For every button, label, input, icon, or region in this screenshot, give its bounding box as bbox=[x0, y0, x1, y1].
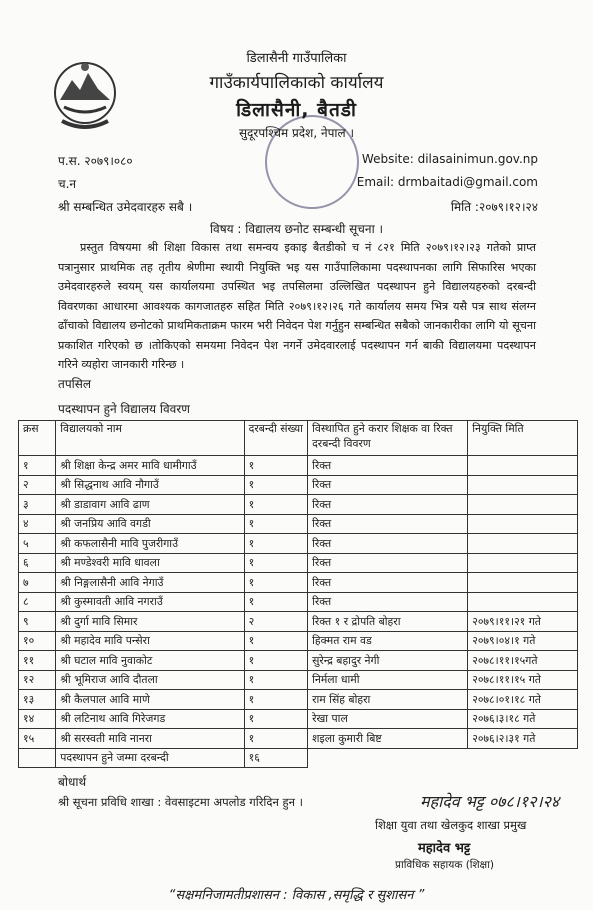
row-serial: ३ bbox=[19, 495, 56, 515]
row-serial: ९ bbox=[19, 612, 56, 632]
table-title: पदस्थापन हुने विद्यालय विवरण bbox=[58, 402, 190, 416]
table-row bbox=[19, 534, 578, 554]
row-vacancy-detail: निर्मला धामी bbox=[308, 670, 468, 690]
total-empty bbox=[308, 748, 468, 768]
table-row bbox=[19, 553, 578, 573]
row-vacancy-detail: रेखा पाल bbox=[308, 709, 468, 729]
row-appointment-date bbox=[468, 475, 578, 495]
row-serial: ११ bbox=[19, 651, 56, 671]
row-posts: १ bbox=[244, 573, 307, 593]
row-appointment-date: २०७९।११।२१ गते bbox=[468, 612, 578, 632]
row-vacancy-detail: रिक्त bbox=[308, 573, 468, 593]
row-school-name: श्री कफलासैनी मावि पुजरीगाउँ bbox=[56, 534, 244, 554]
row-appointment-date bbox=[468, 573, 578, 593]
signatory-designation: प्राविधिक सहायक (शिक्षा) bbox=[395, 859, 495, 871]
table-row bbox=[19, 690, 578, 710]
total-empty bbox=[468, 748, 578, 768]
row-vacancy-detail: सुरेन्द्र बहादुर नेगी bbox=[308, 651, 468, 671]
row-vacancy-detail: शइला कुमारी बिष्ट bbox=[308, 729, 468, 749]
header-posts: दरबन्दी संख्या bbox=[244, 421, 307, 456]
row-serial: १५ bbox=[19, 729, 56, 749]
row-vacancy-detail: रिक्त bbox=[308, 456, 468, 476]
footer-slogan: “सक्षमनिजामतीप्रशासन : विकास ,समृद्धि र सुशासन ” bbox=[168, 888, 425, 903]
row-vacancy-detail: राम सिंह बोहरा bbox=[308, 690, 468, 710]
row-serial: ७ bbox=[19, 573, 56, 593]
row-posts: १ bbox=[244, 631, 307, 651]
row-school-name: श्री शिक्षा केन्द्र अमर मावि धामीगाउँ bbox=[56, 456, 244, 476]
row-appointment-date bbox=[468, 534, 578, 554]
header-appointment-date: नियुक्ति मिति bbox=[468, 421, 578, 456]
row-vacancy-detail: हिक्मत राम वड bbox=[308, 631, 468, 651]
table-row bbox=[19, 573, 578, 593]
row-posts: १ bbox=[244, 670, 307, 690]
row-appointment-date bbox=[468, 553, 578, 573]
header-office: गाउँकार्यपालिकाको कार्यालय bbox=[209, 73, 384, 93]
row-posts: १ bbox=[244, 495, 307, 515]
subject-line: विषय : विद्यालय छनोट सम्बन्धी सूचना । bbox=[209, 222, 384, 236]
row-appointment-date bbox=[468, 514, 578, 534]
total-label: पदस्थापन हुने जम्मा दरबन्दी bbox=[56, 748, 244, 768]
header-vacancy-detail: विस्थापित हुने करार शिक्षक वा रिक्त दरबन्दी विवरण bbox=[308, 421, 468, 456]
row-school-name: श्री लटिनाथ आवि गिरेजगड bbox=[56, 709, 244, 729]
table-row bbox=[19, 475, 578, 495]
dispatch-number: च.न bbox=[58, 177, 77, 191]
cc-line: श्री सूचना प्रविधि शाखा : वेवसाइटमा अपलोड गरिदिन हुन । bbox=[58, 795, 304, 809]
row-vacancy-detail: रिक्त bbox=[308, 534, 468, 554]
row-appointment-date: २०७६।२।३१ गते bbox=[468, 729, 578, 749]
row-vacancy-detail: रिक्त bbox=[308, 495, 468, 515]
table-row bbox=[19, 670, 578, 690]
header-location: डिलासैनी, बैतडी bbox=[236, 99, 357, 121]
header-municipality: डिलासैनी गाउँपालिका bbox=[246, 51, 347, 66]
row-serial: १३ bbox=[19, 690, 56, 710]
government-emblem-icon bbox=[50, 55, 120, 135]
header-province: सुदूरपश्चिम प्रदेश, नेपाल । bbox=[238, 126, 355, 140]
table-row bbox=[19, 729, 578, 749]
row-appointment-date bbox=[468, 456, 578, 476]
row-appointment-date: २०७८।११।१५ गते bbox=[468, 670, 578, 690]
signatory-name: महादेव भट्ट bbox=[418, 841, 471, 856]
row-posts: २ bbox=[244, 612, 307, 632]
row-serial: ८ bbox=[19, 592, 56, 612]
website-link[interactable]: Website: dilasainimun.gov.np bbox=[361, 152, 538, 166]
addressee: श्री सम्बन्धित उमेदवारहरु सबै । bbox=[58, 200, 193, 214]
row-posts: १ bbox=[244, 534, 307, 554]
row-appointment-date: २०७९।०४।१ गते bbox=[468, 631, 578, 651]
notice-body: प्रस्तुत विषयमा श्री शिक्षा विकास तथा समन्वय इकाइ बैतडीको च नं ८२१ मिति २०७९।१२।२३ गतेको प्राप्त पत्रानुसार प्राथमिक तह तृतीय श्रेणीमा स्थायी नियुक्ति भइ यस गाउँपालिकामा पदस्थापनका लागि सिफारिस भएका उमेदवारहरुले स्वयम् यस कार्यालयमा उपस्थित भइ तपसिलमा उल्लिखित पदस्थापन हुने विद्यालयहरुको दरबन्दी विवरणका आधारमा आवश्यक कागजातहरु सहित मिति २०७९।१२।२६ गते कार्यालय समय भित्र यसै पत्र साथ संलग्न ढाँचाको विद्यालय छनोटको प्राथमिकताक्रम फारम भरी निवेदन पेश गर्नुहुन सम्बन्धित सबैको जानकारीका लागि यो सूचना प्रकाशित गरिएको छ ।तोकिएको समयमा निवेदन पेश नगर्ने उमेदवारलाई पदस्थापन गर्न बाकी विद्यालयमा पदस्थापन गरिने व्यहोरा जानकारी गरिन्छ । bbox=[58, 241, 536, 371]
row-school-name: श्री जनप्रिय आवि वगडी bbox=[56, 514, 244, 534]
row-serial: १ bbox=[19, 456, 56, 476]
row-serial: ४ bbox=[19, 514, 56, 534]
row-school-name: श्री डाडावाग आवि ढाण bbox=[56, 495, 244, 515]
table-total-row bbox=[19, 748, 578, 768]
row-appointment-date: २०७८।११।१५गते bbox=[468, 651, 578, 671]
row-vacancy-detail: रिक्त bbox=[308, 553, 468, 573]
row-vacancy-detail: रिक्त bbox=[308, 592, 468, 612]
row-school-name: श्री घटाल मावि नुवाकोट bbox=[56, 651, 244, 671]
row-posts: १ bbox=[244, 475, 307, 495]
row-serial: १२ bbox=[19, 670, 56, 690]
row-appointment-date bbox=[468, 495, 578, 515]
table-row bbox=[19, 514, 578, 534]
row-school-name: श्री मण्डेश्वरी मावि धावला bbox=[56, 553, 244, 573]
row-posts: १ bbox=[244, 709, 307, 729]
row-vacancy-detail: रिक्त १ र द्रोपति बोहरा bbox=[308, 612, 468, 632]
row-appointment-date: २०७६।३।१८ गते bbox=[468, 709, 578, 729]
row-posts: १ bbox=[244, 729, 307, 749]
row-serial: ६ bbox=[19, 553, 56, 573]
row-posts: १ bbox=[244, 514, 307, 534]
table-row bbox=[19, 651, 578, 671]
row-posts: १ bbox=[244, 592, 307, 612]
header-school-name: विद्यालयको नाम bbox=[56, 421, 244, 456]
handwritten-signature: महादेव भट्ट ०७८।१२।२४ bbox=[420, 792, 560, 811]
header-serial: क्रस bbox=[19, 421, 56, 456]
bodhartha-label: बोधार्थ bbox=[58, 775, 87, 789]
total-value: १६ bbox=[244, 748, 307, 768]
row-serial: १० bbox=[19, 631, 56, 651]
table-header-row bbox=[19, 421, 578, 456]
row-school-name: श्री निङ्गलासैनी आवि नेगाउँ bbox=[56, 573, 244, 593]
row-vacancy-detail: रिक्त bbox=[308, 475, 468, 495]
row-serial: १४ bbox=[19, 709, 56, 729]
row-appointment-date: २०७८।०१।१८ गते bbox=[468, 690, 578, 710]
table-row bbox=[19, 612, 578, 632]
total-blank bbox=[19, 748, 56, 768]
row-posts: १ bbox=[244, 553, 307, 573]
row-serial: २ bbox=[19, 475, 56, 495]
row-posts: १ bbox=[244, 651, 307, 671]
table-row bbox=[19, 495, 578, 515]
row-posts: १ bbox=[244, 690, 307, 710]
letter-date: मिति :२०७९।१२।२४ bbox=[450, 200, 538, 214]
tapasil-label: तपसिल bbox=[58, 377, 92, 391]
table-row bbox=[19, 592, 578, 612]
signatory-office: शिक्षा युवा तथा खेलकुद शाखा प्रमुख bbox=[375, 818, 527, 832]
row-school-name: श्री सिद्धनाथ आवि नौगाउँ bbox=[56, 475, 244, 495]
row-school-name: श्री दुर्गा मावि सिमार bbox=[56, 612, 244, 632]
row-school-name: श्री कैलपाल आवि माणे bbox=[56, 690, 244, 710]
table-row bbox=[19, 631, 578, 651]
school-vacancy-table bbox=[18, 420, 578, 768]
row-school-name: श्री भूमिराज आवि दौतला bbox=[56, 670, 244, 690]
row-appointment-date bbox=[468, 592, 578, 612]
row-posts: १ bbox=[244, 456, 307, 476]
row-school-name: श्री महादेव मावि पन्सेरा bbox=[56, 631, 244, 651]
table-row bbox=[19, 456, 578, 476]
row-vacancy-detail: रिक्त bbox=[308, 514, 468, 534]
row-serial: ५ bbox=[19, 534, 56, 554]
row-school-name: श्री कुस्मावती आवि नगराउँ bbox=[56, 592, 244, 612]
row-school-name: श्री सरस्वती मावि नानरा bbox=[56, 729, 244, 749]
letter-number: प.स. २०७९।०८० bbox=[58, 154, 133, 168]
email-link[interactable]: Email: drmbaitadi@gmail.com bbox=[356, 175, 538, 189]
table-row bbox=[19, 709, 578, 729]
